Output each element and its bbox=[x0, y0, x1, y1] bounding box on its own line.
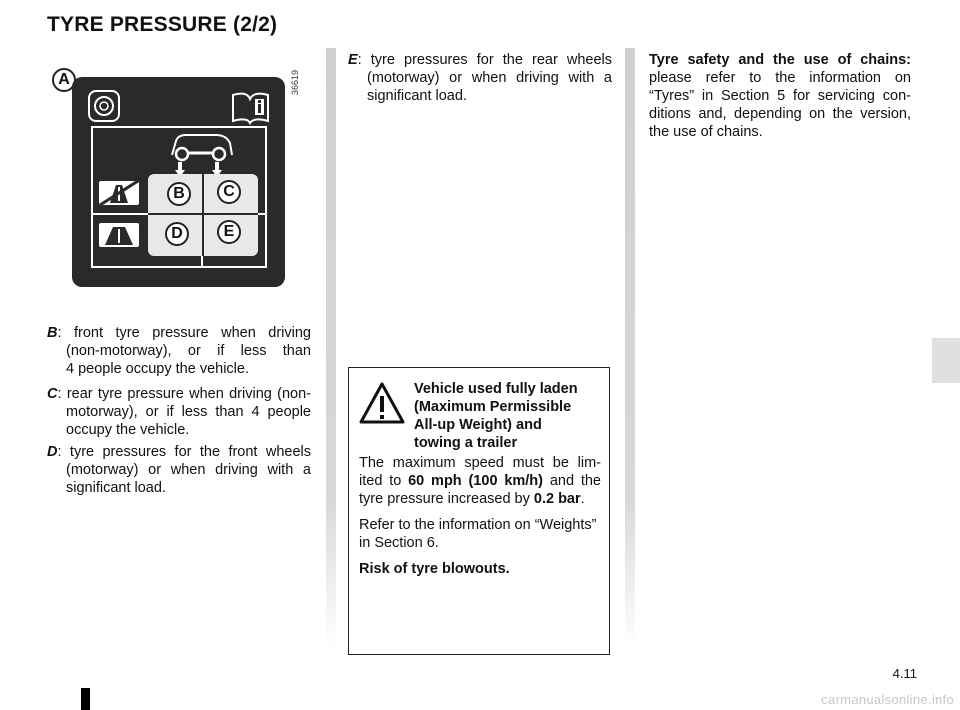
warning-body bbox=[359, 454, 601, 578]
warning-paragraph-line: ited to 60 mph (100 km/h) and the bbox=[359, 473, 601, 489]
definition-line: (motorway) or when driving with a bbox=[367, 70, 612, 86]
chains-info-line: ditions and, depending on the version, bbox=[649, 106, 911, 122]
chains-info-line: the use of chains. bbox=[649, 124, 763, 140]
definition-line: significant load. bbox=[367, 88, 467, 104]
chains-info-line: “Tyres” in Section 5 for servicing con- bbox=[649, 88, 911, 104]
callout-b-badge: B bbox=[167, 182, 191, 206]
definition-letter: D bbox=[47, 444, 58, 460]
figure-reference-number: 36619 bbox=[290, 69, 300, 95]
definition-line: occupy the vehicle. bbox=[66, 422, 190, 438]
definition-line: 4 people occupy the vehicle. bbox=[66, 361, 249, 377]
speed-limit-value: 60 mph (100 km/h) bbox=[408, 473, 543, 489]
callout-d-badge: D bbox=[165, 222, 189, 246]
definition-line: significant load. bbox=[66, 480, 166, 496]
warning-heading bbox=[414, 380, 604, 452]
chains-info-lead: Tyre safety and the use of chains: bbox=[649, 52, 911, 68]
watermark-text: carmanualsonline.info bbox=[821, 692, 954, 707]
definition-letter: C bbox=[47, 386, 58, 402]
definition-line: motorway), or if less than 4 people bbox=[66, 404, 311, 420]
definition-line: (motorway) or when driving with a bbox=[66, 462, 311, 478]
column-divider-right bbox=[625, 48, 635, 648]
car-icon bbox=[172, 135, 232, 177]
warning-triangle-icon bbox=[357, 380, 407, 426]
definition-d bbox=[47, 443, 311, 497]
definition-line: : front tyre pressure when driving bbox=[57, 325, 311, 341]
definition-e bbox=[348, 51, 612, 105]
tyre-pressure-label-figure bbox=[72, 77, 285, 287]
warning-heading-line: All-up Weight) and bbox=[414, 417, 542, 433]
non-motorway-road-icon bbox=[99, 181, 139, 205]
section-tab bbox=[932, 338, 960, 383]
definition-letter: B bbox=[47, 325, 58, 341]
warning-paragraph-line: The maximum speed must be lim- bbox=[359, 455, 601, 471]
warning-risk-text: Risk of tyre blowouts. bbox=[359, 561, 510, 577]
definition-b bbox=[47, 324, 311, 378]
callout-e-badge: E bbox=[217, 220, 241, 244]
definition-line: : rear tyre pressure when driving (non- bbox=[57, 386, 311, 402]
definition-c bbox=[47, 385, 311, 439]
definition-line: : tyre pressures for the rear wheels bbox=[357, 52, 612, 68]
warning-heading-line: (Maximum Permissible bbox=[414, 399, 572, 415]
warning-heading-line: Vehicle used fully laden bbox=[414, 381, 578, 397]
chains-info-line: please refer to the information on bbox=[649, 70, 911, 86]
warning-paragraph-line: tyre pressure increased by 0.2 bar. bbox=[359, 491, 585, 507]
definition-line: : tyre pressures for the front wheels bbox=[57, 444, 311, 460]
page-title: TYRE PRESSURE (2/2) bbox=[47, 13, 278, 36]
pressure-increase-value: 0.2 bar bbox=[533, 491, 581, 507]
footer-mark bbox=[81, 688, 90, 710]
definition-line: (non-motorway), or if less than bbox=[66, 343, 311, 359]
warning-paragraph-line: in Section 6. bbox=[359, 535, 439, 551]
chains-info-paragraph bbox=[649, 51, 911, 141]
warning-box bbox=[348, 367, 610, 655]
tyre-gauge-icon bbox=[89, 91, 119, 121]
page-number: 4.11 bbox=[892, 666, 917, 681]
warning-paragraph-line: Refer to the information on “Weights” bbox=[359, 517, 597, 533]
manual-book-icon bbox=[233, 94, 268, 123]
column-divider-left bbox=[326, 48, 336, 648]
definition-letter: E bbox=[348, 52, 358, 68]
motorway-road-icon bbox=[99, 223, 139, 247]
warning-heading-line: towing a trailer bbox=[414, 435, 518, 451]
callout-c-badge: C bbox=[217, 180, 241, 204]
callout-a-badge: A bbox=[52, 68, 76, 92]
